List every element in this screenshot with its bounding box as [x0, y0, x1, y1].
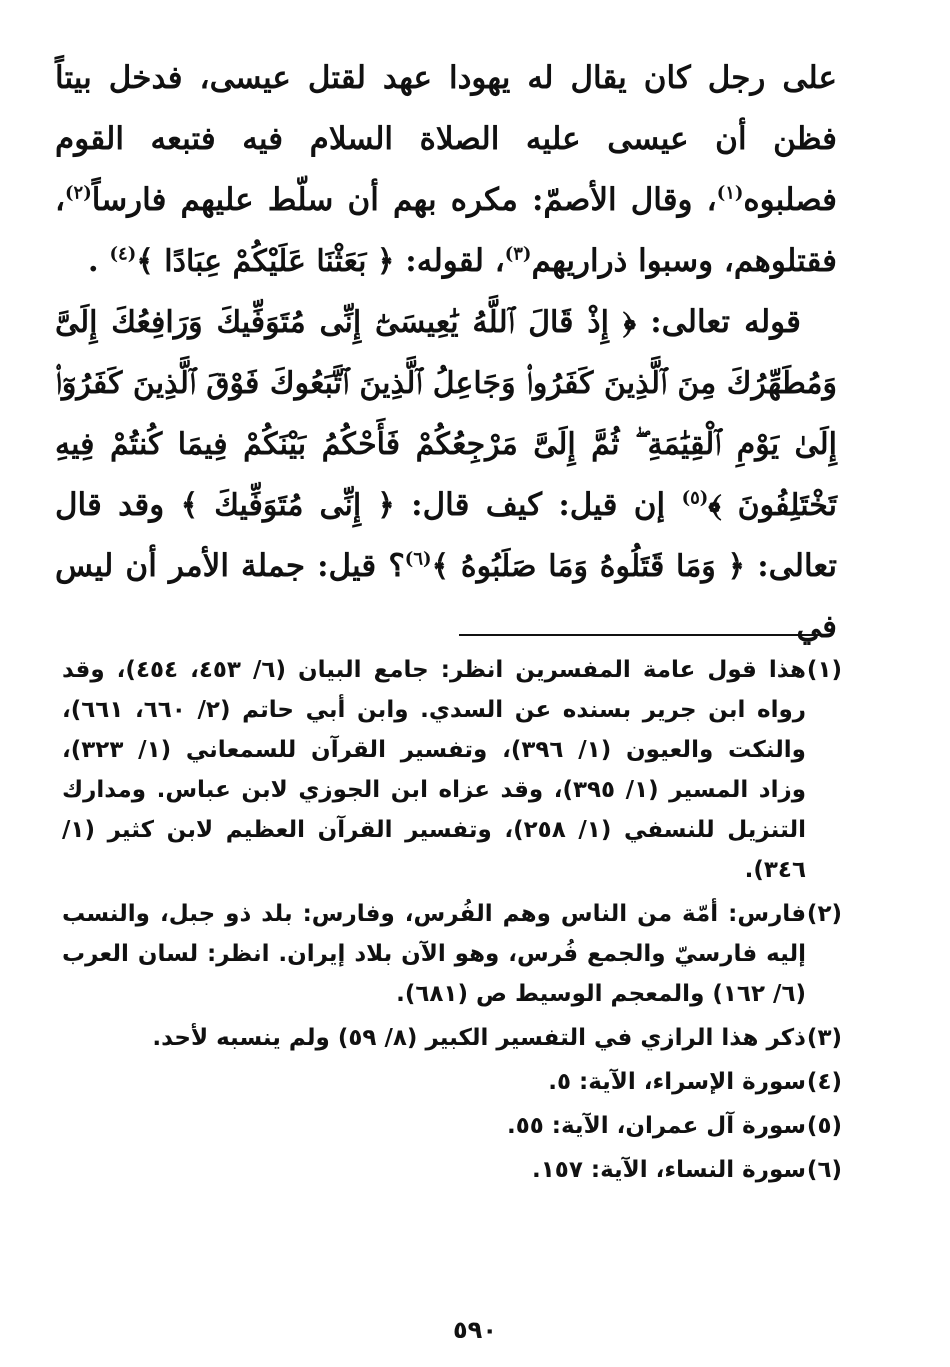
- footnote-text: هذا قول عامة المفسرين انظر: جامع البيان (٦/ ٤٥٣، ٤٥٤)، وقد رواه ابن جرير بسنده عن السدي. وابن أبي حاتم (٢/ ٦٦٠، ٦٦١)، والنكت والعيون (١/ ٣٩٦)، وتفسير القرآن للسمعاني (١/ ٣٢٣)، وزاد المسير (١/ ٣٩٥)، وقد عزاه ابن الجوزي لابن عباس. ومدارك التنزيل للنسفي (١/ ٢٥٨)، وتفسير القرآن العظيم لابن كثير (١/ ٣٤٦).: [62, 657, 806, 883]
- footnote-ref-2[interactable]: (٢): [65, 182, 92, 204]
- text-segment: إن قيل: كيف قال:: [411, 487, 666, 523]
- footnote-text: سورة الإسراء، الآية: ٥.: [548, 1069, 806, 1095]
- footnote-separator: [459, 634, 824, 636]
- main-text: [55, 48, 837, 658]
- quran-verse: ﴿ إِنِّى مُتَوَفِّيكَ ﴾: [180, 488, 395, 523]
- text-segment: ، فقتلوهم، وسبوا ذراريهم: [55, 182, 837, 279]
- footnote-text: فارس: أمّة من الناس وهم الفُرس، وفارس: بلد ذو جبل، والنسب إليه فارسيّ والجمع فُرس، وهو الآن بلاد إيران. انظر: لسان العرب (٦/ ١٦٢) والمعجم الوسيط ص (٦٨١).: [62, 901, 806, 1007]
- text-segment: .: [87, 243, 99, 279]
- footnote-ref-5[interactable]: (٥): [681, 487, 709, 509]
- page-number: ٥٩٠: [453, 1316, 497, 1344]
- text-segment: وقد قال تعالى:: [55, 487, 837, 584]
- footnote-text: سورة النساء، الآية: ١٥٧.: [532, 1157, 806, 1183]
- footnote-number: (٤): [806, 1069, 842, 1095]
- text-segment: ؟ قيل: جملة الأمر أن ليس في: [55, 548, 837, 645]
- text-segment: ، لقوله:: [405, 243, 505, 279]
- footnote-number: (٣): [806, 1025, 842, 1051]
- footnote-number: (٢): [806, 901, 842, 927]
- footnotes: [62, 650, 842, 1194]
- footnote-ref-3[interactable]: (٣): [504, 243, 532, 265]
- footnote-ref-4[interactable]: (٤): [109, 243, 137, 265]
- footnote-ref-6[interactable]: (٦): [404, 548, 432, 570]
- quran-verse: ﴿ بَعَثْنَا عَلَيْكُمْ عِبَادًا ﴾: [136, 244, 395, 279]
- paragraph-2: [55, 292, 837, 658]
- footnote-3: [62, 1018, 842, 1058]
- footnote-number: (٦): [806, 1157, 842, 1183]
- text-segment: قوله تعالى:: [650, 304, 802, 340]
- footnote-text: سورة آل عمران، الآية: ٥٥.: [506, 1113, 806, 1139]
- footnote-number: (١): [806, 657, 842, 683]
- footnote-6: [62, 1150, 842, 1190]
- quran-verse: ﴿ وَمَا قَتَلُوهُ وَمَا صَلَبُوهُ ﴾: [431, 549, 746, 584]
- footnote-ref-1[interactable]: (١): [716, 182, 744, 204]
- text-segment: ، وقال الأصمّ: مكره بهم أن سلّط عليهم فارساً: [91, 182, 717, 218]
- footnote-5: [62, 1106, 842, 1146]
- footnote-2: [62, 894, 842, 1014]
- footnote-4: [62, 1062, 842, 1102]
- footnote-1: [62, 650, 842, 890]
- footnote-text: ذكر هذا الرازي في التفسير الكبير (٨/ ٥٩) ولم ينسبه لأحد.: [152, 1025, 806, 1051]
- footnote-number: (٥): [806, 1113, 842, 1139]
- quran-verse: ﴿ إِذْ قَالَ ٱللَّهُ يَٰعِيسَىٰٓ إِنِّى مُتَوَفِّيكَ وَرَافِعُكَ إِلَىَّ وَمُطَهِّرُكَ مِنَ ٱلَّذِينَ كَفَرُوا۟ وَجَاعِلُ ٱلَّذِينَ ٱتَّبَعُوكَ فَوْقَ ٱلَّذِينَ كَفَرُوٓا۟ إِلَىٰ يَوْمِ ٱلْقِيَٰمَةِ ۖ ثُمَّ إِلَىَّ مَرْجِعُكُمْ فَأَحْكُمُ بَيْنَكُمْ فِيمَا كُنتُمْ فِيهِ تَخْتَلِفُونَ ﴾: [55, 305, 838, 523]
- paragraph-1: [55, 48, 837, 292]
- text-segment: على رجل كان يقال له يهودا عهد لقتل عيسى، فدخل بيتاً فظن أن عيسى عليه الصلاة السلام فيه فتبعه القوم فصلبوه: [55, 60, 837, 218]
